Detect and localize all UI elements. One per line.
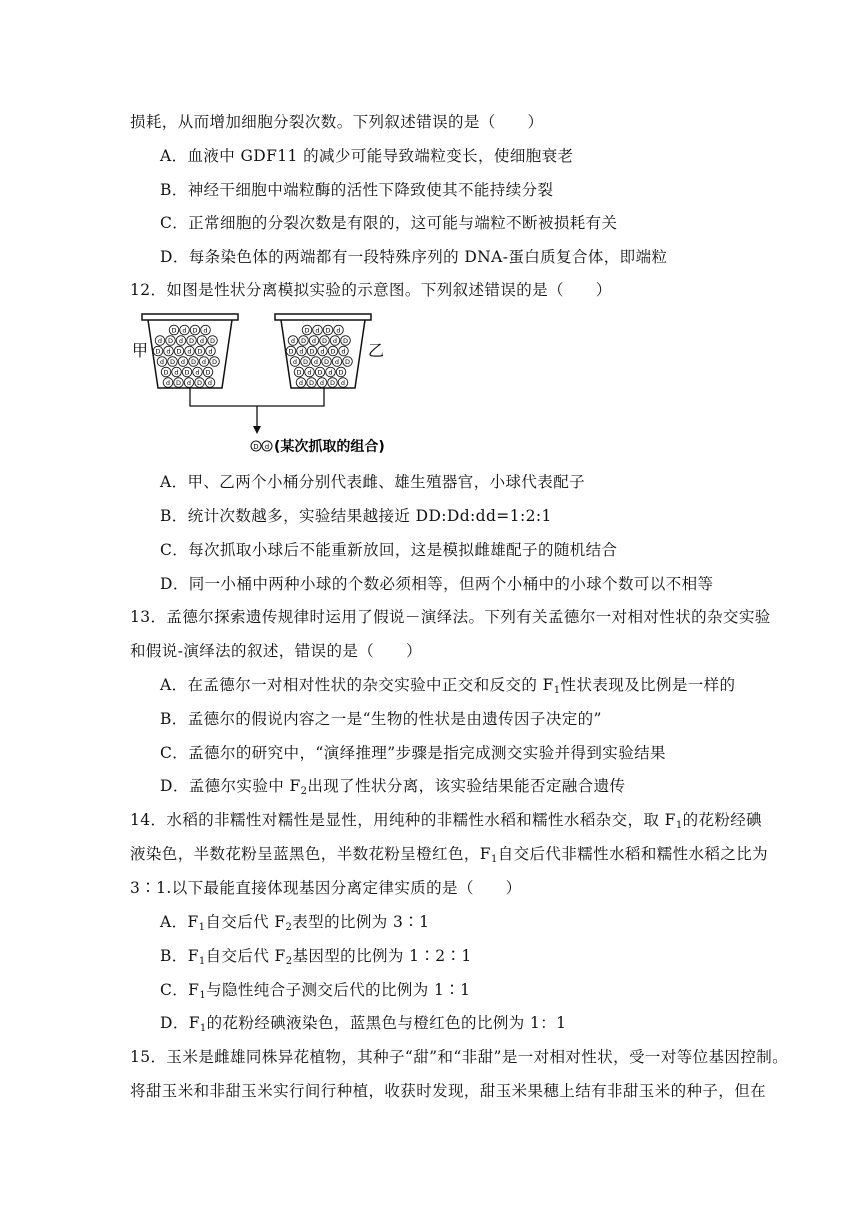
ball-letter: d [165, 378, 171, 387]
text: B．孟德尔的假说内容之一是“生物的性状是由遗传因子决定的” [160, 710, 602, 728]
ball-letter: D [205, 368, 211, 377]
ball-letter: d [207, 378, 213, 387]
q14-option-b [160, 946, 472, 966]
ball-letter: D [325, 326, 331, 335]
ball-letter: d [166, 347, 171, 356]
ball-letter: d [195, 368, 200, 377]
subscript: 1 [553, 685, 561, 696]
q13-option-c [160, 743, 666, 763]
subscript: 2 [285, 956, 293, 967]
q15-stem-1 [130, 1047, 788, 1067]
q11-option-b [160, 180, 553, 200]
ball-letter: d [311, 336, 317, 345]
ball-letter: d [320, 347, 325, 356]
ball-letter: d [334, 357, 340, 366]
ball-letter: D [300, 336, 307, 345]
figure-caption: (某次抓取的组合) [274, 439, 385, 455]
label-yi: 乙 [368, 341, 385, 360]
ball-letter: D [344, 357, 351, 366]
ball-letter: D [176, 347, 182, 356]
q12-option-a [160, 472, 585, 492]
q13-stem-2 [130, 641, 422, 661]
text: 出现了性状分离，该实验结果能否定融合遗传 [307, 777, 626, 795]
text: B．统计次数越多，实验结果越接近 DD:Dd:dd=1:2:1 [160, 507, 552, 525]
ball-letter: D [192, 326, 198, 335]
ball-letter: d [199, 336, 205, 345]
q14-stem-1 [130, 810, 762, 830]
ball-letter: D [197, 347, 203, 356]
text: A．在孟德尔一对相对性状的杂交实验中正交和反交的 F [160, 676, 554, 694]
ball-letter: D [304, 326, 310, 335]
ball-letter: D [155, 347, 161, 356]
ball-letter: d [187, 347, 192, 356]
ball-letter: d [307, 368, 312, 377]
text: D．每条染色体的两端都有一段特殊序列的 DNA-蛋白质复合体，即端粒 [160, 248, 668, 266]
ball-letter: D [338, 368, 344, 377]
ball-letter: D [190, 357, 197, 366]
ball-letter: D [169, 357, 176, 366]
subscript: 1 [675, 820, 683, 831]
ball-letter: d [201, 357, 207, 366]
ball-letter: D [209, 336, 216, 345]
bucket-diagram [128, 312, 428, 462]
q11-option-c [160, 213, 617, 233]
ball-letter: d [174, 368, 179, 377]
q11-stem-tail [130, 112, 543, 132]
text: 和假说-演绎法的叙述，错误的是（ ） [130, 642, 422, 660]
ball-D: D [253, 443, 259, 451]
q11-option-d [160, 247, 667, 267]
text: D．F [160, 1014, 200, 1032]
q13-option-d [160, 776, 625, 796]
text: C．F [160, 981, 200, 999]
text: C．孟德尔的研究中，“演绎推理”步骤是指完成测交实验并得到实验结果 [160, 744, 666, 762]
result-balls [251, 441, 272, 451]
ball-d: d [264, 443, 270, 451]
q14-option-d [160, 1013, 566, 1033]
ball-letter: D [288, 347, 294, 356]
text: B．神经干细胞中端粒酶的活性下降致使其不能持续分裂 [160, 181, 554, 199]
ball-letter: D [329, 378, 336, 387]
ball-letter: D [309, 347, 315, 356]
ball-letter: d [157, 336, 163, 345]
text: 的花粉经碘液染色，蓝黑色与橙红色的比例为 1：1 [206, 1014, 567, 1032]
ball-letter: D [211, 357, 218, 366]
ball-letter: d [186, 378, 192, 387]
q12-option-d [160, 574, 713, 594]
text: 表型的比例为 3∶1 [292, 913, 430, 931]
text: A．F [160, 913, 199, 931]
text: 15．玉米是雌雄同株异花植物，其种子“甜”和“非甜”是一对相对性状，受一对等位基因控制。 [130, 1048, 789, 1066]
text: D．同一小桶中两种小球的个数必须相等，但两个小桶中的小球个数可以不相等 [160, 575, 714, 593]
subscript: 1 [199, 990, 207, 1001]
arrow-head-icon [253, 426, 261, 434]
text: 自交后代 F [205, 947, 286, 965]
ball-letter: D [184, 368, 190, 377]
text: 12．如图是性状分离模拟实验的示意图。下列叙述错误的是（ ） [130, 281, 612, 299]
subscript: 1 [198, 956, 206, 967]
q13-option-b [160, 709, 602, 729]
subscript: 1 [199, 1023, 207, 1034]
text: 14．水稻的非糯性对糯性是显性，用纯种的非糯性水稻和糯性水稻杂交，取 F [130, 811, 676, 829]
ball-letter: d [180, 357, 186, 366]
subscript: 2 [300, 786, 308, 797]
text: 损耗，从而增加细胞分裂次数。下列叙述错误的是（ ） [130, 113, 544, 131]
text: A．甲、乙两个小桶分别代表雌、雄生殖器官，小球代表配子 [160, 473, 585, 491]
ball-letter: D [296, 368, 302, 377]
subscript: 2 [285, 922, 293, 933]
ball-letter: D [308, 378, 315, 387]
ball-letter: d [299, 347, 304, 356]
text: 基因型的比例为 1∶2∶1 [292, 947, 472, 965]
ball-letter: D [171, 326, 177, 335]
ball-letter: d [341, 347, 346, 356]
q12-option-c [160, 540, 617, 560]
ball-letter: d [298, 378, 304, 387]
q14-option-c [160, 980, 470, 1000]
ball-letter: D [330, 347, 336, 356]
ball-letter: D [317, 368, 323, 377]
balls-right [286, 325, 352, 387]
text: 3∶1.以下最能直接体现基因分离定律实质的是（ ） [130, 879, 522, 897]
text: C．正常细胞的分裂次数是有限的，这可能与端粒不断被损耗有关 [160, 214, 618, 232]
ball-letter: D [302, 357, 309, 366]
ball-letter: d [290, 336, 296, 345]
ball-letter: D [175, 378, 182, 387]
ball-letter: d [182, 326, 187, 335]
q14-option-a [160, 912, 429, 932]
text: 自交后代 F [205, 913, 286, 931]
text: 与隐性纯合子测交后代的比例为 1∶1 [206, 981, 471, 999]
ball-letter: D [188, 336, 195, 345]
text: 将甜玉米和非甜玉米实行间行种植，收获时发现，甜玉米果穗上结有非甜玉米的种子，但在 [130, 1082, 767, 1100]
text: B．F [160, 947, 199, 965]
subscript: 1 [490, 854, 498, 865]
ball-letter: d [328, 368, 333, 377]
text: 自交后代非糯性水稻和糯性水稻之比为 [497, 845, 769, 863]
q15-stem-2 [130, 1081, 766, 1101]
ball-letter: d [208, 347, 213, 356]
text: D．孟德尔实验中 F [160, 777, 301, 795]
q12-option-b [160, 506, 552, 526]
q14-stem-3 [130, 878, 522, 898]
q14-stem-2 [130, 844, 768, 864]
ball-letter: D [321, 336, 328, 345]
ball-letter: d [319, 378, 325, 387]
text: 液染色，半数花粉呈蓝黑色，半数花粉呈橙红色，F [130, 845, 491, 863]
balls-left [153, 325, 219, 387]
ball-letter: D [342, 336, 349, 345]
ball-letter: d [340, 378, 346, 387]
text: 的花粉经碘 [682, 811, 763, 829]
q13-option-a [160, 675, 735, 695]
ball-letter: d [315, 326, 320, 335]
ball-letter: d [336, 326, 341, 335]
text: C．每次抓取小球后不能重新放回，这是模拟雌雄配子的随机结合 [160, 541, 618, 559]
text: 性状表现及比例是一样的 [560, 676, 736, 694]
text: 13．孟德尔探索遗传规律时运用了假说－演绎法。下列有关孟德尔一对相对性状的杂交实验 [130, 608, 771, 626]
ball-letter: d [292, 357, 298, 366]
ball-letter: D [196, 378, 203, 387]
text: A．血液中 GDF11 的减少可能导致端粒变长，使细胞衰老 [160, 147, 574, 165]
q11-option-a [160, 146, 573, 166]
ball-letter: d [178, 336, 184, 345]
subscript: 1 [198, 922, 206, 933]
ball-letter: D [163, 368, 169, 377]
ball-letter: d [313, 357, 319, 366]
ball-letter: d [332, 336, 338, 345]
ball-letter: d [203, 326, 208, 335]
ball-letter: D [323, 357, 330, 366]
connector-line [190, 388, 324, 406]
q13-stem-1 [130, 607, 771, 627]
ball-letter: d [159, 357, 165, 366]
ball-letter: D [167, 336, 174, 345]
q12-stem [130, 280, 612, 300]
label-jia: 甲 [132, 341, 149, 360]
